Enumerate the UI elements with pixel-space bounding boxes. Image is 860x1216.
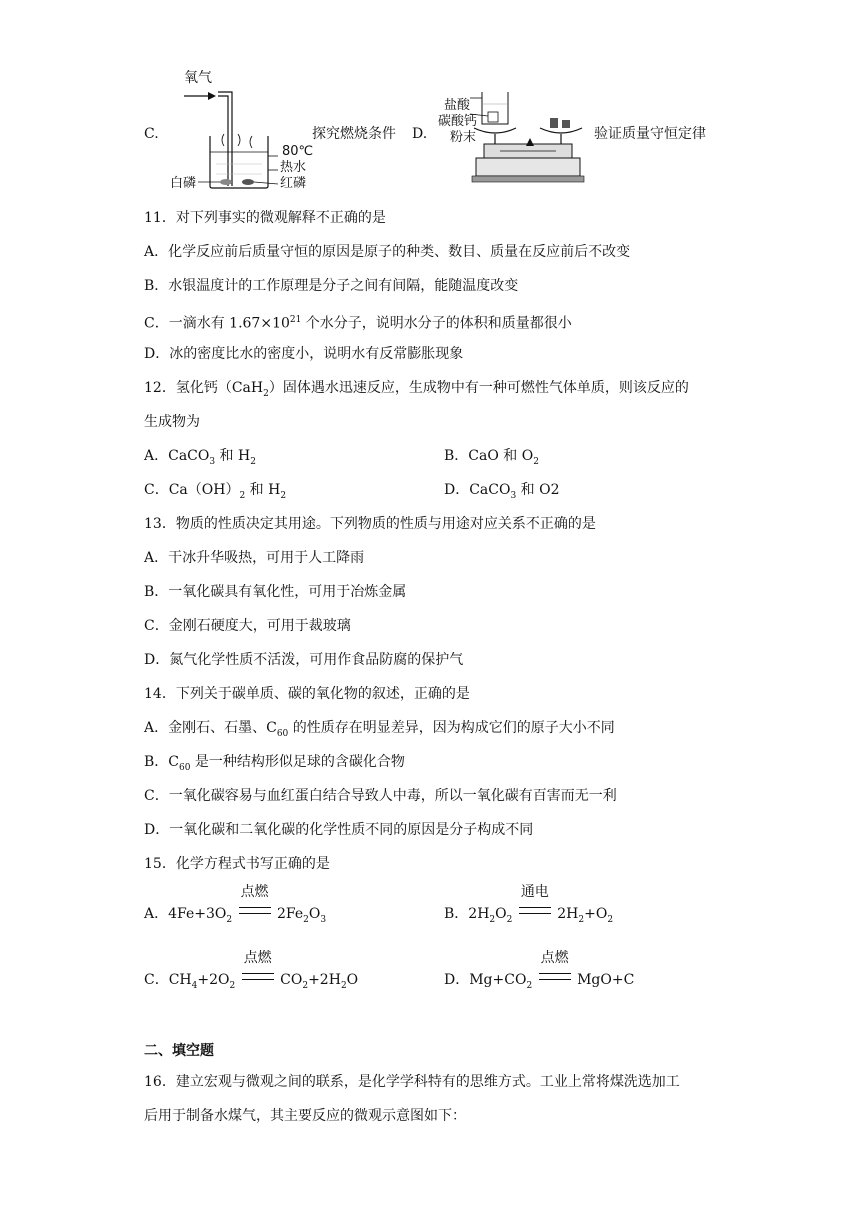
- q14-option-c: C．一氧化碳容易与血红蛋白结合导致人中毒，所以一氧化碳有百害而无一利: [144, 788, 617, 804]
- q16-line2: 后用于制备水煤气，其主要反应的微观示意图如下：: [144, 1108, 466, 1124]
- section-title: 二、填空题: [144, 1043, 214, 1059]
- powder-label: 粉末: [450, 130, 477, 145]
- red-phosphorus-label: 红磷: [280, 176, 307, 191]
- q15-option-d: D．$Mg+CO_2$ 点燃 MgO+C: [444, 950, 635, 991]
- condition-arrow: 通电: [519, 904, 551, 924]
- q13-option-a: A．干冰升华吸热，可用于人工降雨: [144, 550, 365, 566]
- q15-stem: 15．化学方程式书写正确的是: [144, 856, 330, 872]
- mass-conservation-balance-figure: [470, 86, 590, 184]
- q12-option-d: D．CaCO$_3$ 和 O2: [444, 482, 560, 501]
- hydrochloric-acid-label: 盐酸: [444, 98, 471, 113]
- q11-option-b: B．水银温度计的工作原理是分子之间有间隔，能随温度改变: [144, 278, 519, 294]
- oxygen-label: 氧气: [184, 70, 212, 86]
- q12-stem-line2: 生成物为: [144, 414, 200, 430]
- hot-water-label: 热水: [280, 160, 307, 175]
- q14-option-d: D．一氧化碳和二氧化碳的化学性质不同的原因是分子构成不同: [144, 822, 534, 838]
- temperature-label: 80℃: [282, 144, 314, 159]
- q10-option-c-letter: C.: [144, 126, 159, 142]
- q13-option-d: D．氮气化学性质不活泼，可用作食品防腐的保护气: [144, 652, 464, 668]
- q12-option-a: A．CaCO$_3$ 和 $H_2$: [144, 448, 256, 467]
- white-phosphorus-label: 白磷: [170, 176, 197, 191]
- condition-arrow: 点燃: [239, 904, 271, 924]
- q14-option-a: A．金刚石、石墨、$C_{60}$ 的性质存在明显差异，因为构成它们的原子大小不同: [144, 720, 615, 739]
- condition-arrow: 点燃: [539, 970, 571, 990]
- q14-option-b: B．$C_{60}$ 是一种结构形似足球的含碳化合物: [144, 754, 405, 773]
- q11-option-d: D．冰的密度比水的密度小，说明水有反常膨胀现象: [144, 346, 464, 362]
- condition-arrow: 点燃: [242, 970, 274, 990]
- q11-option-a: A．化学反应前后质量守恒的原因是原子的种类、数目、质量在反应前后不改变: [144, 244, 631, 260]
- q12-option-b: B．CaO 和 $O_2$: [444, 448, 539, 467]
- q11-stem: 11．对下列事实的微观解释不正确的是: [144, 210, 386, 226]
- q10-option-d-caption: 验证质量守恒定律: [594, 126, 706, 142]
- q13-stem: 13．物质的性质决定其用途。下列物质的性质与用途对应关系不正确的是: [144, 516, 596, 532]
- q14-stem: 14．下列关于碳单质、碳的氧化物的叙述，正确的是: [144, 686, 470, 702]
- q13-option-b: B．一氧化碳具有氧化性，可用于冶炼金属: [144, 584, 407, 600]
- q15-option-a: A．$4Fe+3O_2$ 点燃 $2Fe_2O_3$: [144, 884, 327, 925]
- q12-stem-line1: 12．氢化钙（CaH$_2$）固体遇水迅速反应，生成物中有一种可燃性气体单质，则该反应的: [144, 380, 689, 399]
- q16-line1: 16．建立宏观与微观之间的联系，是化学学科特有的思维方式。工业上常将煤洗选加工: [144, 1074, 680, 1090]
- q15-option-b: B．$2H_2O_2$ 通电 $2H_2+O_2$: [444, 884, 614, 925]
- calcium-carbonate-label: 碳酸钙: [438, 114, 478, 129]
- q15-option-c: C．$CH_4+2O_2$ 点燃 $CO_2+2H_2O$: [144, 950, 359, 991]
- q10-option-d-letter: D.: [412, 126, 428, 142]
- q10-option-c-caption: 探究燃烧条件: [312, 126, 396, 142]
- q12-option-c: C．$Ca(OH)_2$ 和 $H_2$: [144, 482, 287, 501]
- q11-option-c: C．一滴水有 $1.67\times 10^{21}$ 个水分子，说明水分子的体积和质量都很小: [144, 315, 572, 332]
- q13-option-c: C．金刚石硬度大，可用于裁玻璃: [144, 618, 351, 634]
